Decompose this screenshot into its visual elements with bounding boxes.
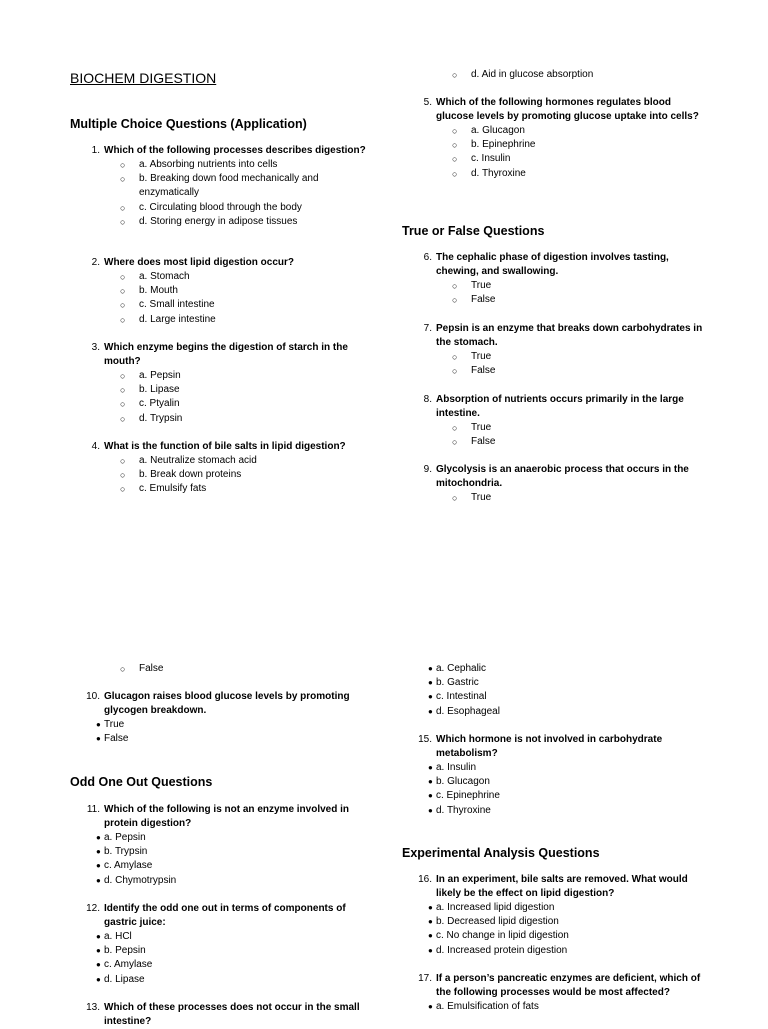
- question-number: 12.: [86, 903, 100, 914]
- question-17: [414, 972, 704, 1014]
- option-item: ○ b. Break down proteins: [82, 468, 372, 482]
- option-item: ○ c. Emulsify fats: [82, 482, 372, 496]
- option-item: ○ True: [414, 350, 704, 364]
- section-heading-experimental: Experimental Analysis Questions: [402, 846, 600, 860]
- question-1: [82, 144, 372, 229]
- document-page-1: [0, 0, 768, 512]
- option-item: ○ b. Breaking down food mechanically and enzymatically: [82, 172, 372, 200]
- option-item: ○ c. Ptyalin: [82, 397, 372, 411]
- question-3: [82, 341, 372, 426]
- question-text: Which of the following is not an enzyme involved in protein digestion?: [104, 804, 350, 829]
- question-text: Which enzyme begins the digestion of starch in the mouth?: [104, 342, 348, 367]
- question-number: 11.: [86, 804, 100, 815]
- option-item: ○ True: [414, 491, 704, 505]
- question-4-continued: [414, 68, 714, 82]
- option-item: ● c. Amylase: [78, 958, 372, 972]
- question-text: Which of the following hormones regulates blood glucose levels by promoting glucose uptake into cells?: [436, 97, 699, 122]
- option-list: [78, 718, 372, 746]
- question-text: Which of these processes does not occur in the small intestine?: [104, 1002, 360, 1027]
- option-item: ○ False: [414, 364, 704, 378]
- section-heading-odd-one-out: Odd One Out Questions: [70, 775, 213, 789]
- option-list: [82, 158, 372, 229]
- question-16: [414, 873, 704, 958]
- option-item: ○ b. Mouth: [82, 284, 372, 298]
- option-item: ● c. Amylase: [78, 859, 372, 873]
- option-item: ● a. Pepsin: [78, 831, 372, 845]
- option-list: [82, 270, 372, 327]
- question-number: 13.: [86, 1002, 100, 1013]
- option-item: ● b. Gastric: [410, 676, 704, 690]
- question-9-continued: [82, 662, 372, 676]
- option-item: ● b. Trypsin: [78, 845, 372, 859]
- option-list: [82, 454, 372, 497]
- option-item: ○ False: [414, 293, 704, 307]
- option-item: ○ d. Storing energy in adipose tissues: [82, 215, 372, 229]
- option-item: ● d. Esophageal: [410, 705, 704, 719]
- option-list: [414, 421, 704, 449]
- option-item: ○ d. Aid in glucose absorption: [414, 68, 714, 82]
- question-8: [414, 393, 704, 449]
- question-text: If a person’s pancreatic enzymes are deficient, which of the following processes would be most affected?: [436, 973, 701, 998]
- option-item: ● a. Cephalic: [410, 662, 704, 676]
- option-item: ● a. HCl: [78, 930, 372, 944]
- question-10: [82, 690, 372, 746]
- option-item: ● c. Epinephrine: [410, 789, 704, 803]
- option-item: ○ d. Trypsin: [82, 412, 372, 426]
- option-list: [414, 491, 704, 505]
- option-item: ○ c. Small intestine: [82, 298, 372, 312]
- option-item: ○ True: [414, 421, 704, 435]
- question-14-continued: [414, 662, 704, 719]
- option-item: ● True: [78, 718, 372, 732]
- option-item: ● d. Chymotrypsin: [78, 874, 372, 888]
- option-item: ● a. Emulsification of fats: [410, 1000, 704, 1014]
- option-item: ○ True: [414, 279, 704, 293]
- option-list: [82, 369, 372, 426]
- question-number: 15.: [418, 734, 432, 745]
- question-9: [414, 463, 704, 505]
- question-text: What is the function of bile salts in lipid digestion?: [104, 441, 346, 452]
- question-number: 16.: [418, 874, 432, 885]
- option-item: ○ a. Pepsin: [82, 369, 372, 383]
- option-item: ○ False: [82, 662, 372, 676]
- option-item: ● c. Intestinal: [410, 690, 704, 704]
- question-text: Glucagon raises blood glucose levels by promoting glycogen breakdown.: [104, 691, 350, 716]
- question-text: Where does most lipid digestion occur?: [104, 257, 295, 268]
- question-text: Absorption of nutrients occurs primarily in the large intestine.: [436, 394, 684, 419]
- option-list: [78, 831, 372, 888]
- option-item: ○ c. Circulating blood through the body: [82, 201, 372, 215]
- option-item: ○ b. Epinephrine: [414, 138, 704, 152]
- question-number: 3.: [91, 342, 100, 353]
- document-title: BIOCHEM DIGESTION: [70, 70, 217, 86]
- option-item: ○ False: [414, 435, 704, 449]
- question-12: [82, 902, 372, 987]
- question-number: 6.: [423, 252, 432, 263]
- option-item: ● c. No change in lipid digestion: [410, 929, 704, 943]
- option-list: [82, 662, 372, 676]
- section-heading-mcq: Multiple Choice Questions (Application): [70, 117, 307, 131]
- option-list: [78, 930, 372, 987]
- option-list: [414, 68, 714, 82]
- question-number: 10.: [86, 691, 100, 702]
- question-11: [82, 803, 372, 888]
- question-text: Glycolysis is an anaerobic process that occurs in the mitochondria.: [436, 464, 689, 489]
- question-7: [414, 322, 704, 378]
- option-list: [410, 662, 704, 719]
- option-item: ● d. Thyroxine: [410, 804, 704, 818]
- question-text: In an experiment, bile salts are removed. What would likely be the effect on lipid digestion?: [436, 874, 688, 899]
- question-13: [82, 1001, 372, 1029]
- option-item: ○ a. Glucagon: [414, 124, 704, 138]
- option-item: ● b. Decreased lipid digestion: [410, 915, 704, 929]
- option-item: ○ b. Lipase: [82, 383, 372, 397]
- section-heading-true-false: True or False Questions: [402, 224, 545, 238]
- question-number: 4.: [91, 441, 100, 452]
- question-text: Which hormone is not involved in carbohydrate metabolism?: [436, 734, 663, 759]
- question-text: The cephalic phase of digestion involves tasting, chewing, and swallowing.: [436, 252, 669, 277]
- question-text: Pepsin is an enzyme that breaks down carbohydrates in the stomach.: [436, 323, 703, 348]
- option-list: [410, 901, 704, 958]
- option-item: ○ a. Absorbing nutrients into cells: [82, 158, 372, 172]
- option-list: [410, 761, 704, 818]
- option-list: [414, 279, 704, 307]
- option-list: [414, 350, 704, 378]
- option-item: ○ a. Stomach: [82, 270, 372, 284]
- option-item: ● a. Increased lipid digestion: [410, 901, 704, 915]
- option-item: ● d. Increased protein digestion: [410, 944, 704, 958]
- question-number: 9.: [423, 464, 432, 475]
- question-number: 2.: [91, 257, 100, 268]
- option-item: ○ a. Neutralize stomach acid: [82, 454, 372, 468]
- question-text: Identify the odd one out in terms of components of gastric juice:: [104, 903, 346, 928]
- question-number: 8.: [423, 394, 432, 405]
- question-number: 5.: [423, 97, 432, 108]
- question-6: [414, 251, 704, 307]
- question-number: 7.: [423, 323, 432, 334]
- option-item: ○ d. Large intestine: [82, 313, 372, 327]
- question-5: [414, 96, 704, 181]
- option-item: ● a. Insulin: [410, 761, 704, 775]
- document-page-2: [0, 512, 768, 1027]
- question-15: [414, 733, 704, 818]
- option-item: ○ d. Thyroxine: [414, 167, 704, 181]
- option-item: ● b. Pepsin: [78, 944, 372, 958]
- question-4: [82, 440, 372, 497]
- option-item: ● d. Lipase: [78, 973, 372, 987]
- question-2: [82, 256, 372, 327]
- option-item: ● b. Glucagon: [410, 775, 704, 789]
- option-list: [414, 124, 704, 181]
- option-item: ○ c. Insulin: [414, 152, 704, 166]
- question-text: Which of the following processes describes digestion?: [104, 145, 366, 156]
- question-number: 17.: [418, 973, 432, 984]
- option-item: ● False: [78, 732, 372, 746]
- option-list: [410, 1000, 704, 1014]
- question-number: 1.: [91, 145, 100, 156]
